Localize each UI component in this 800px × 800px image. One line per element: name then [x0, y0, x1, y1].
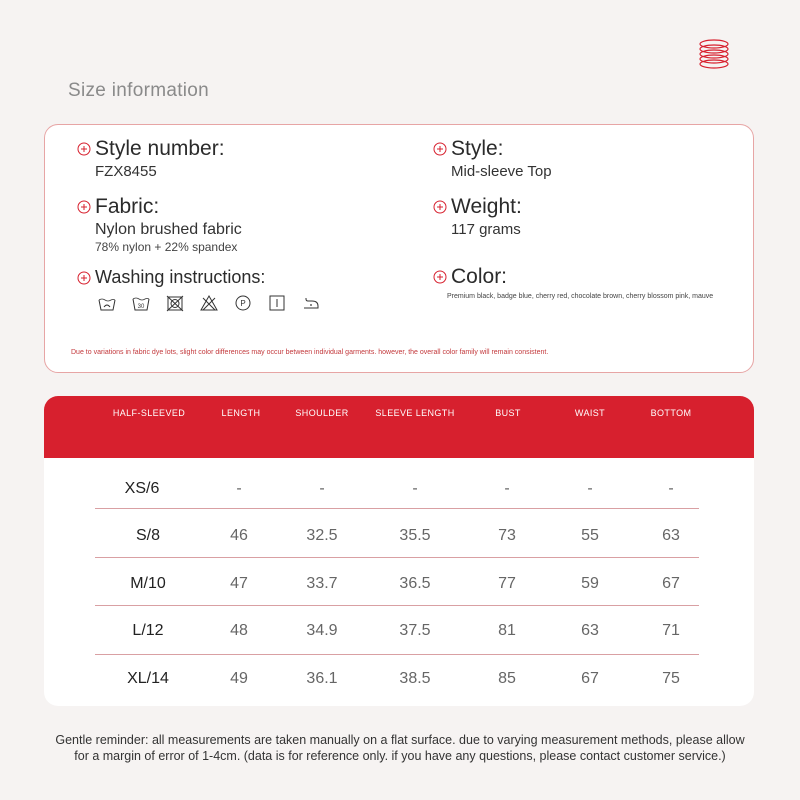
svg-text:30: 30	[137, 304, 145, 310]
weight-label: Weight:	[451, 195, 522, 218]
style-number-field	[77, 137, 225, 180]
page-title: Size information	[68, 80, 210, 101]
no-bleach-icon	[199, 294, 219, 312]
length-cell: 47	[230, 575, 248, 592]
plus-circle-icon	[433, 270, 447, 284]
fabric-field	[77, 195, 242, 254]
table-row	[95, 513, 699, 560]
shoulder-cell: -	[319, 480, 325, 497]
line-dry-icon	[267, 294, 287, 312]
size-label: S/8	[135, 527, 161, 544]
size-label: XS/6	[124, 480, 160, 497]
row-divider	[95, 557, 699, 558]
reminder-line-1: Gentle reminder: all measurements are taken manually on a flat surface. due to varying measurement methods, please allow	[55, 733, 745, 747]
rings-logo-icon	[694, 36, 734, 72]
plus-circle-icon	[77, 271, 91, 285]
header-shoulder: SHOULDER	[295, 408, 349, 418]
bust-cell: 73	[498, 527, 516, 544]
dry-clean-p-icon	[233, 294, 253, 312]
waist-cell: 59	[581, 575, 599, 592]
waist-cell: -	[587, 480, 593, 497]
fabric-detail: 78% nylon + 22% spandex	[95, 240, 238, 254]
bottom-cell: 71	[662, 622, 680, 639]
color-label: Color:	[451, 265, 508, 288]
size-table-header	[44, 396, 754, 458]
header-bottom: BOTTOM	[650, 408, 692, 418]
row-divider	[95, 508, 699, 509]
weight-field	[433, 195, 522, 238]
sleeve-length-cell: 36.5	[399, 575, 431, 592]
length-cell: -	[236, 480, 242, 497]
svg-text:P: P	[240, 299, 246, 308]
color-field	[433, 265, 713, 300]
size-label: L/12	[132, 622, 164, 639]
table-row	[95, 561, 699, 608]
hand-wash-icon	[97, 294, 117, 312]
product-info-card	[44, 124, 754, 373]
header-length: LENGTH	[221, 408, 261, 418]
bust-cell: -	[504, 480, 510, 497]
header-half-sleeved: HALF-SLEEVED	[112, 408, 186, 418]
low-iron-icon	[301, 294, 321, 312]
plus-circle-icon	[77, 200, 91, 214]
header-bust: BUST	[495, 408, 521, 418]
plus-circle-icon	[433, 142, 447, 156]
washing-icons	[97, 294, 321, 312]
length-cell: 48	[230, 622, 248, 639]
sleeve-length-cell: 37.5	[399, 622, 431, 639]
size-table-card	[44, 396, 754, 706]
waist-cell: 63	[581, 622, 599, 639]
shoulder-cell: 33.7	[306, 575, 338, 592]
fabric-value: Nylon brushed fabric	[95, 221, 242, 238]
table-row	[95, 466, 699, 513]
fabric-label: Fabric:	[95, 195, 160, 218]
size-label: XL/14	[127, 670, 169, 687]
length-cell: 46	[230, 527, 248, 544]
weight-value: 117 grams	[451, 221, 521, 238]
sleeve-length-cell: -	[412, 480, 418, 497]
table-row	[95, 656, 699, 703]
sleeve-length-cell: 35.5	[399, 527, 431, 544]
reminder-line-2: for a margin of error of 1-4cm. (data is for reference only. if you have any questions, please contact customer service.)	[74, 749, 726, 763]
bottom-cell: -	[668, 480, 674, 497]
washing-label: Washing instructions:	[95, 267, 266, 287]
bottom-cell: 75	[662, 670, 680, 687]
sleeve-length-cell: 38.5	[399, 670, 431, 687]
shoulder-cell: 34.9	[306, 622, 338, 639]
shoulder-cell: 32.5	[306, 527, 338, 544]
color-value: Premium black, badge blue, cherry red, chocolate brown, cherry blossom pink, mauve	[447, 293, 714, 300]
header-sleeve-length: SLEEVE LENGTH	[375, 408, 455, 418]
washing-field	[77, 267, 321, 312]
bottom-cell: 67	[662, 575, 680, 592]
bust-cell: 85	[498, 670, 516, 687]
color-variation-note: Due to variations in fabric dye lots, slight color differences may occur between individual garments. however, the overall color family will remain consistent.	[71, 349, 549, 356]
wash-30-icon	[131, 294, 151, 312]
style-number-value: FZX8455	[95, 163, 157, 180]
style-number-label: Style number:	[95, 137, 225, 160]
waist-cell: 67	[581, 670, 599, 687]
style-value: Mid-sleeve Top	[451, 163, 552, 180]
style-field	[433, 137, 552, 180]
bust-cell: 81	[498, 622, 516, 639]
bottom-cell: 63	[662, 527, 680, 544]
size-label: M/10	[130, 575, 166, 592]
shoulder-cell: 36.1	[306, 670, 338, 687]
row-divider	[95, 605, 699, 606]
plus-circle-icon	[433, 200, 447, 214]
length-cell: 49	[230, 670, 248, 687]
plus-circle-icon	[77, 142, 91, 156]
header-waist: WAIST	[574, 408, 606, 418]
style-label: Style:	[451, 137, 504, 160]
row-divider	[95, 654, 699, 655]
no-tumble-dry-icon	[165, 294, 185, 312]
bust-cell: 77	[498, 575, 516, 592]
measurement-reminder	[0, 732, 800, 764]
table-row	[95, 608, 699, 655]
waist-cell: 55	[581, 527, 599, 544]
